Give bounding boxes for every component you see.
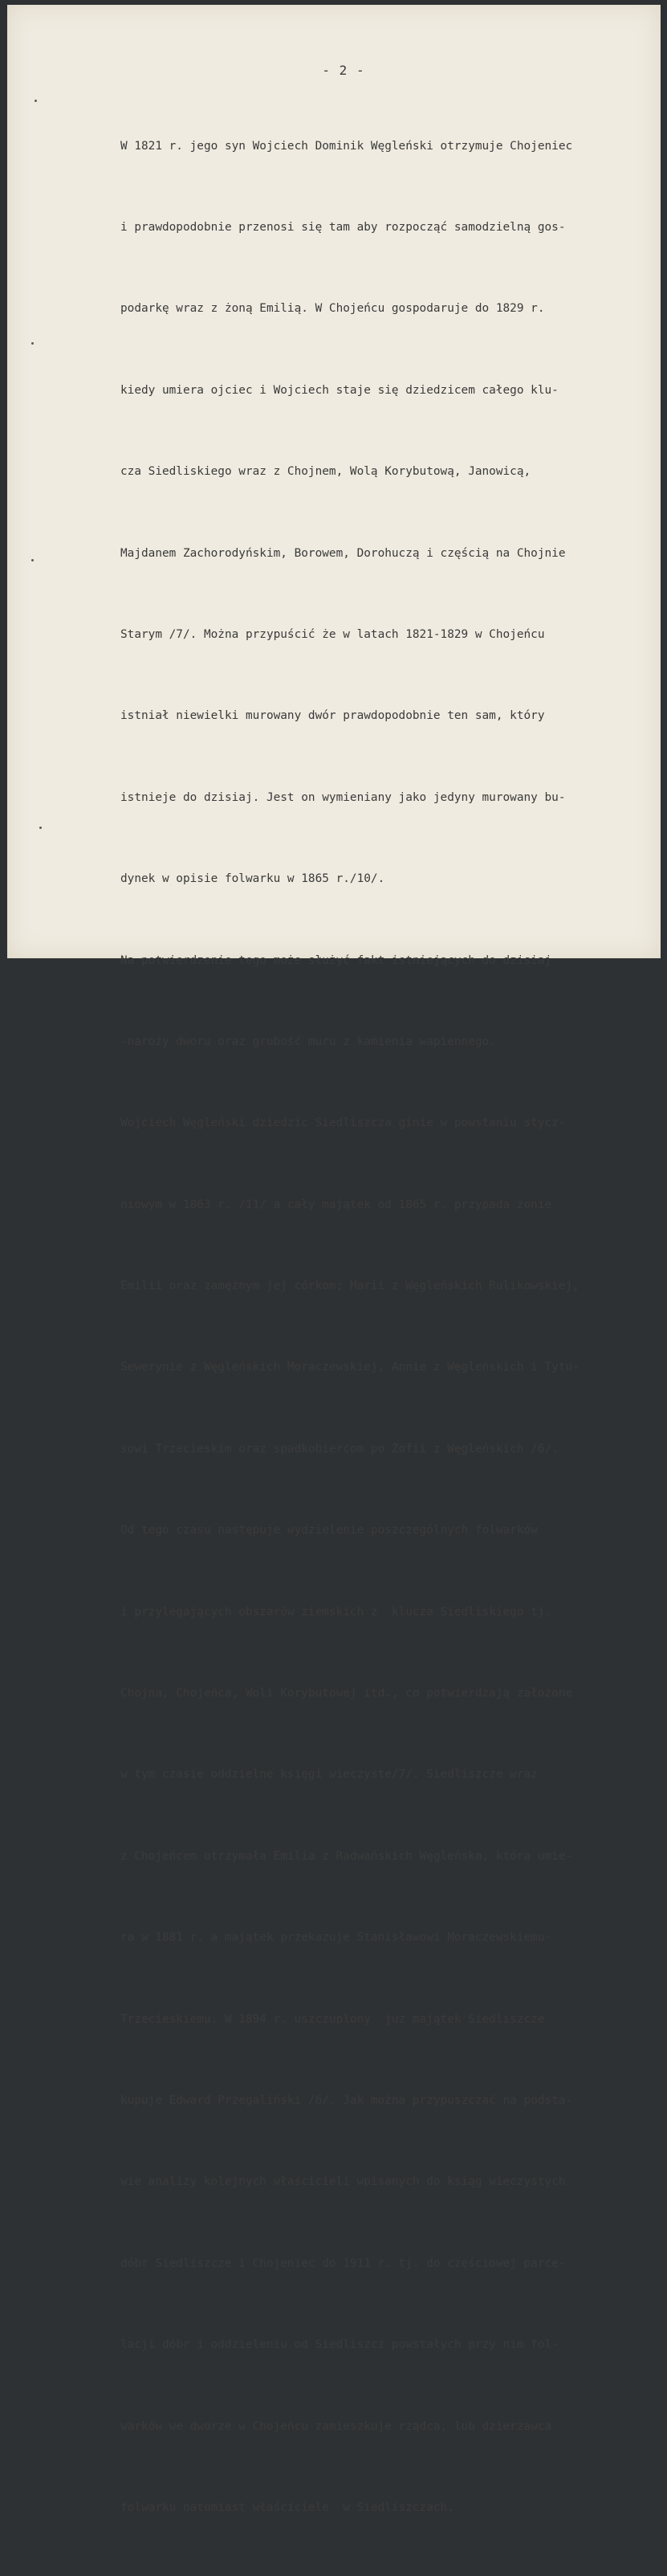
text-line: Chojna, Chojeńca, Woli Korybutowej itd., co potwierdzają założone xyxy=(120,1687,573,1700)
text-line: niowym w 1863 r. /11/ a cały majątek od 1865 r. przypada żonie xyxy=(120,1198,552,1211)
text-line: lacji dóbr i oddzieleniu od Siedliszcz powstałych przy nim fol- xyxy=(120,2338,559,2352)
text-line: dynek w opisie folwarku w 1865 r./10/. xyxy=(120,872,385,886)
binding-hole-mark xyxy=(31,559,34,561)
text-line: kupuje Edward Przegaliński /6/. Jak można przypuszczać na podsta- xyxy=(120,2093,573,2107)
text-line: istnieje do dzisiaj. Jest on wymieniany jako jedyny murowany bu- xyxy=(120,790,566,804)
text-line: Na potwierdzenie tego może służyć fakt istniejących do dzisiaj xyxy=(120,953,552,967)
text-line: i przylegających obszarów ziemskich z klucza Siedliskiego tj. xyxy=(120,1605,552,1619)
text-line: ra w 1881 r. a majątek przekazuje Stanisławowi Moraczewskiemu- xyxy=(120,1931,552,1945)
document-body xyxy=(120,79,658,2576)
text-line: folwarku natomiast właściciele w Siedliszczach. xyxy=(120,2500,454,2514)
text-line: sowi Trzecieskim oraz spadkobiercom po Zofii z Węgleńskich /6/. xyxy=(120,1442,559,1455)
binding-hole-mark xyxy=(39,827,42,829)
document-page xyxy=(7,5,661,2514)
page-number: - 2 - xyxy=(322,63,365,78)
binding-hole-mark xyxy=(35,100,37,102)
text-line: kiedy umiera ojciec i Wojciech staje się dziedzicem całego klu- xyxy=(120,383,559,397)
text-line: Majdanem Zachorodyńskim, Borowem, Dorohuczą i częścią na Chojnie xyxy=(120,546,566,560)
text-line: podarkę wraz z żoną Emilią. W Chojeńcu gospodaruje do 1829 r. xyxy=(120,302,545,316)
text-line: dóbr Siedliszcze i Chojeniec do 1911 r. tj. do częściowej parce- xyxy=(120,2256,566,2270)
text-line: Trzecieskiemu. W 1894 r. uszczuplony już majątek Siedliszcze xyxy=(120,2012,545,2026)
text-line: istniał niewielki murowany dwór prawdopodobnie ten sam, który xyxy=(120,709,545,723)
binding-hole-mark xyxy=(31,342,34,345)
text-line: cza Siedliskiego wraz z Chojnem, Wolą Korybutową, Janowicą, xyxy=(120,465,531,479)
text-line: Sewerynie z Węgleńskich Moraczewskiej, Annie z Węgleńskich i Tytu- xyxy=(120,1361,580,1374)
text-line: wie analizy kolejnych właścicieli wpisanych do ksiąg wieczystych xyxy=(120,2175,566,2189)
text-line: w tym czasie oddzielne księgi wieczyste/7/. Siedliszcze wraz xyxy=(120,1768,538,1782)
text-line: -naroży dworu oraz grubość muru z kamienia wapiennego. xyxy=(120,1035,496,1048)
text-line: W 1821 r. jego syn Wojciech Dominik Węgleński otrzymuje Chojeniec xyxy=(120,139,573,153)
text-line: Emilii oraz zamężnym jej córkom; Marii z Węgleńskich Rulikowskiej, xyxy=(120,1280,580,1293)
text-line: i prawdopodobnie przenosi się tam aby rozpocząć samodzielną gos- xyxy=(120,220,566,234)
text-line: z Chojeńcem otrzymała Emilia z Radwańskich Węgleńska, która umie- xyxy=(120,1849,573,1863)
text-line: Od tego czasu następuje wydzielenie poszczególnych folwarków xyxy=(120,1524,538,1537)
text-line: warków we dworze w Chojeńcu zamieszkuje rządca, lub dzierżawca xyxy=(120,2419,552,2433)
text-line: Wojciech Węgleński dziedzic Siedliszcza ginie w powstaniu stycz- xyxy=(120,1117,566,1130)
text-line: Starym /7/. Można przypuścić że w latach 1821-1829 w Chojeńcu xyxy=(120,627,545,641)
